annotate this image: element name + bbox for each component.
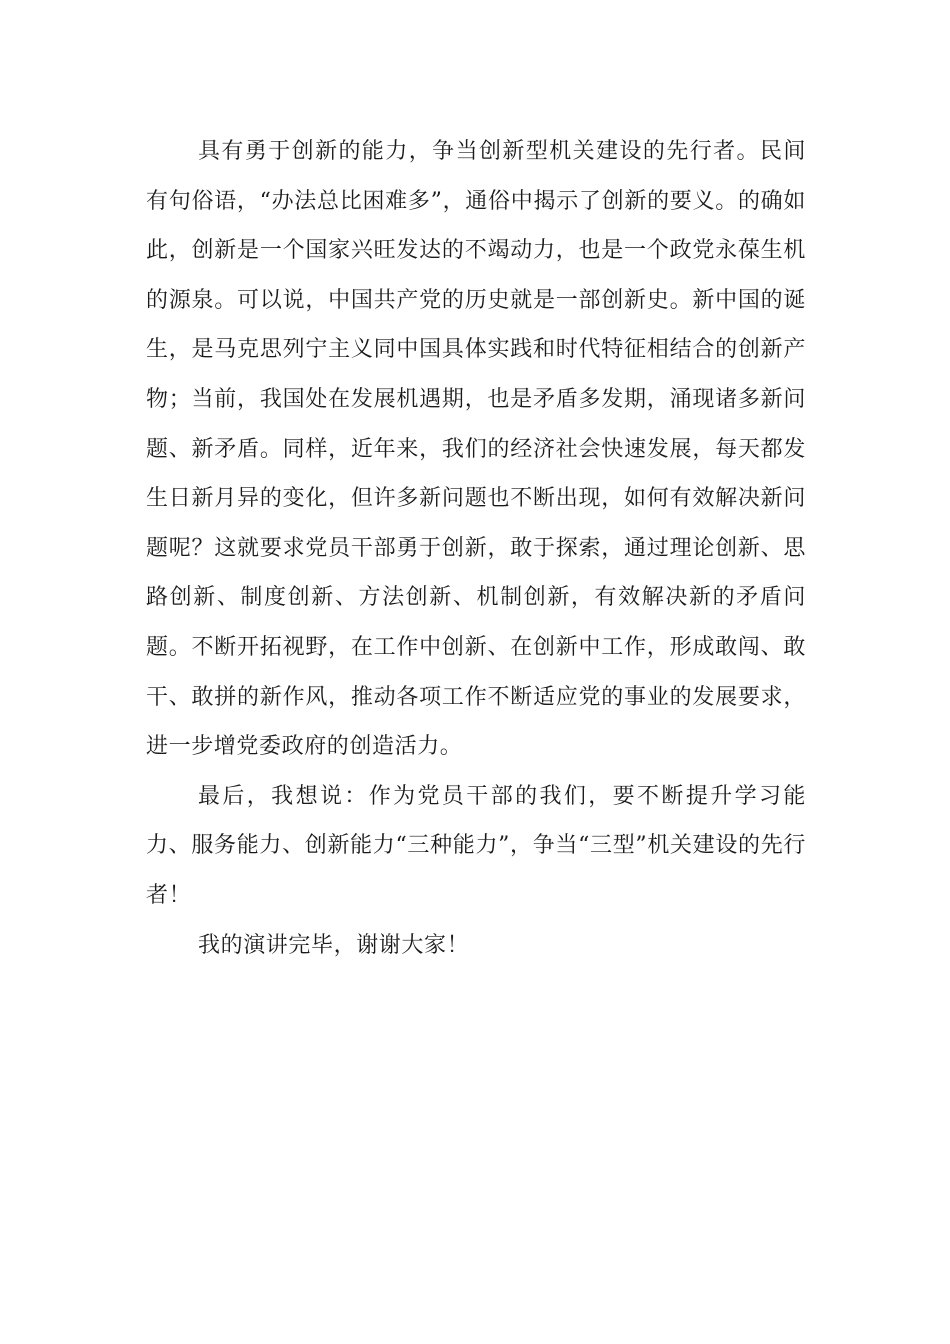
paragraph-innovation: 具有勇于创新的能力，争当创新型机关建设的先行者。民间有句俗语，“办法总比困难多”，通俗中揭示了创新的要义。的确如此，创新是一个国家兴旺发达的不竭动力，也是一个政党永葆生机的源泉。可以说，中国共产党的历史就是一部创新史。新中国的诞生，是马克思列宁主义同中国具体实践和时代特征相结合的创新产物；当前，我国处在发展机遇期，也是矛盾多发期，涌现诸多新问题、新矛盾。同样，近年来，我们的经济社会快速发展，每天都发生日新月异的变化，但许多新问题也不断出现，如何有效解决新问题呢？这就要求党员干部勇于创新，敢于探索，通过理论创新、思路创新、制度创新、方法创新、机制创新，有效解决新的矛盾问题。不断开拓视野，在工作中创新、在创新中工作，形成敢闯、敢干、敢拼的新作风，推动各项工作不断适应党的事业的发展要求，进一步增党委政府的创造活力。 xyxy=(146,139,806,760)
paragraph-conclusion: 最后，我想说：作为党员干部的我们，要不断提升学习能力、服务能力、创新能力“三种能力”，争当“三型”机关建设的先行者！ xyxy=(146,783,806,908)
paragraph-closing: 我的演讲完毕，谢谢大家！ xyxy=(198,932,470,958)
document-body xyxy=(146,127,806,970)
